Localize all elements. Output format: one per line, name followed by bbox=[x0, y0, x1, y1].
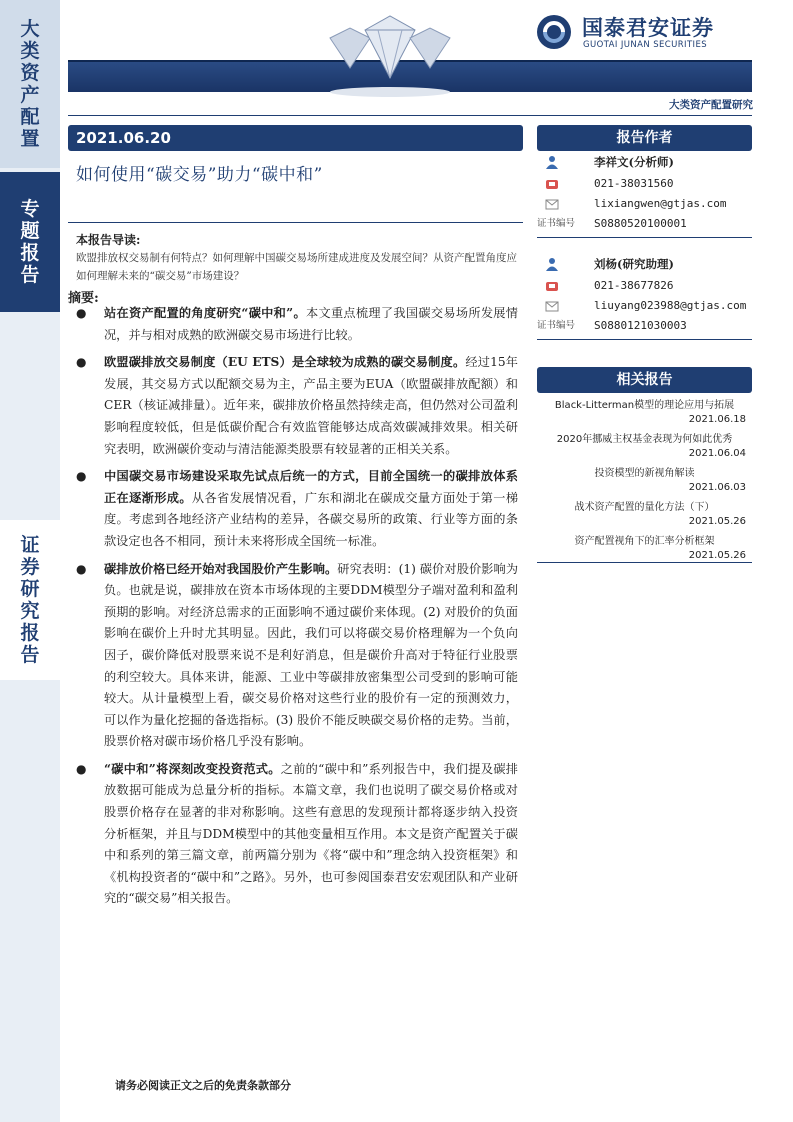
summary-list bbox=[76, 303, 518, 916]
summary-item bbox=[76, 303, 518, 346]
related-date: 2021.06.18 bbox=[688, 414, 746, 425]
company-logo bbox=[536, 12, 756, 52]
bullet-icon: ● bbox=[76, 306, 87, 320]
summary-item-lead: 碳排放价格已经开始对我国股价产生影响。 bbox=[104, 561, 338, 576]
author-email[interactable]: liuyang023988@gtjas.com bbox=[594, 299, 747, 312]
sidebar-char: 报 bbox=[20, 242, 40, 264]
sidebar-char: 产 bbox=[20, 84, 40, 106]
summary-item bbox=[76, 352, 518, 460]
guide-text: 欧盟排放权交易制有何特点？如何理解中国碳交易场所建成进度及发展空间？从资产配置角度应如何理解未来的“碳交易”市场建设？ bbox=[76, 252, 517, 282]
disclaimer-note: 请务必阅读正文之后的免责条款部分 bbox=[115, 1079, 291, 1092]
email-icon bbox=[545, 197, 559, 211]
author-name: 刘杨(研究助理) bbox=[594, 257, 674, 271]
author-divider bbox=[537, 237, 752, 238]
sidebar-char: 究 bbox=[20, 600, 40, 622]
summary-item-lead: “碳中和”将深刻改变投资范式。 bbox=[104, 761, 281, 776]
related-divider bbox=[537, 562, 752, 563]
related-title[interactable]: 战术资产配置的量化方法（下） bbox=[574, 502, 715, 513]
related-title[interactable]: Black-Litterman模型的理论应用与拓展 bbox=[554, 400, 735, 411]
logo-mark-icon bbox=[536, 14, 572, 50]
related-date: 2021.05.26 bbox=[688, 516, 746, 527]
related-title[interactable]: 2020年挪威主权基金表现为何如此优秀 bbox=[556, 434, 733, 445]
sidebar-category-label bbox=[0, 0, 60, 168]
sidebar-char: 类 bbox=[20, 40, 40, 62]
sidebar-char: 专 bbox=[20, 198, 40, 220]
guide-heading: 本报告导读: bbox=[76, 233, 141, 247]
person-icon bbox=[545, 257, 559, 271]
sidebar-char: 研 bbox=[20, 578, 40, 600]
report-series-tagline: 大类资产配置研究 bbox=[669, 99, 753, 111]
summary-item-text: 从各省发展情况看，广东和湖北在碳成交量方面处于第一梯度。考虑到各地经济产业结构的差异，各碳交易所的政策、行业等方面的条款设定也各不相同，预计未来将形成全国统一标准。 bbox=[104, 490, 519, 548]
summary-item-lead: 站在资产配置的角度研究“碳中和”。 bbox=[104, 306, 306, 320]
author-cert: S0880520100001 bbox=[594, 217, 687, 230]
report-title: 如何使用“碳交易”助力“碳中和” bbox=[76, 165, 323, 185]
summary-item-lead: 欧盟碳排放交易制度（EU ETS）是全球较为成熟的碳交易制度。 bbox=[104, 355, 466, 370]
authors-heading: 报告作者 bbox=[537, 125, 752, 151]
sidebar-char: 题 bbox=[20, 220, 40, 242]
author-divider bbox=[537, 339, 752, 340]
diamond-icon bbox=[290, 8, 490, 100]
author-phone: 021-38031560 bbox=[594, 177, 674, 190]
related-heading: 相关报告 bbox=[537, 367, 752, 393]
header-divider bbox=[68, 115, 752, 116]
summary-item-text: 经过15年发展，其交易方式以配额交易为主，产品主要为EUA（欧盟碳排放配额）和CER（核证减排量）。近年来，碳排放价格虽然持续走高，但仍然对公司盈利影响程度较低，但是低碳价配合有效监管能够达成高效碳减排效果。相关研究表明，欧洲碳价变动与清洁能源类股票有较显著的正相关关系。 bbox=[104, 355, 518, 456]
summary-item bbox=[76, 759, 518, 910]
sidebar-report-type bbox=[0, 172, 60, 312]
summary-item bbox=[76, 559, 518, 753]
related-date: 2021.05.26 bbox=[688, 550, 746, 561]
person-icon bbox=[545, 155, 559, 169]
author-name: 李祥文(分析师) bbox=[594, 155, 674, 169]
summary-heading: 摘要: bbox=[68, 291, 99, 306]
bullet-icon: ● bbox=[76, 355, 87, 370]
sidebar-char: 告 bbox=[20, 644, 40, 666]
related-date: 2021.06.03 bbox=[688, 482, 746, 493]
summary-item-text: 之前的“碳中和”系列报告中，我们提及碳排放数据可能成为总量分析的指标。本篇文章，我们也说明了碳交易价格或对股票价格存在显著的非对称影响。这些有意思的发现预计都将逐步纳入投资分析框架，并且与DDM模型中的其他变量相互作用。本文是资产配置关于碳中和系列的第三篇文章，前两篇分别为《将“碳中和”理念纳入投资框架》和《机构投资者的“碳中和”之路》。另外，也可参阅国泰君安宏观团队和产业研究的“碳交易”相关报告。 bbox=[104, 761, 518, 906]
summary-item-text: 本文重点梳理了我国碳交易场所发展情况，并与相对成熟的欧洲碳交易市场进行比较。 bbox=[104, 306, 518, 342]
sidebar-char: 置 bbox=[20, 128, 40, 150]
logo-name-en: GUOTAI JUNAN SECURITIES bbox=[583, 40, 708, 50]
author-email[interactable]: lixiangwen@gtjas.com bbox=[594, 197, 727, 210]
sidebar-char: 资 bbox=[20, 62, 40, 84]
sidebar-char: 证 bbox=[20, 534, 40, 556]
email-icon bbox=[545, 299, 559, 313]
authors-panel bbox=[537, 125, 752, 151]
sidebar-char: 大 bbox=[20, 18, 40, 40]
summary-item-text: 研究表明：(1) 碳价对股价影响为负。也就是说，碳排放在资本市场体现的主要DDM模型分子端对盈利和盈利预期的影响。对经济总需求的正面影响不通过碳价来体现。(2) 对股价的负面影响在碳价上升时尤其明显。因此，我们可以将碳交易价格理解为一个负向因子，碳价降低对股票来说不是利好消息，但是碳价升高对于特征行业股票的利空较大。具体来讲，能源、工业中等碳排放密集型公司受到的影响可能较大。从计量模型上看，碳交易价格对这些行业的股价有一定的预测效力，可以作为量化挖掘的备选指标。(3) 股价不能反映碳交易价格的走势。当前，股票价格对碳市场价格几乎没有影响。 bbox=[104, 561, 519, 749]
phone-icon bbox=[545, 177, 559, 191]
sidebar-char: 配 bbox=[20, 106, 40, 128]
title-divider bbox=[68, 222, 523, 223]
sidebar-char: 报 bbox=[20, 622, 40, 644]
related-title[interactable]: 资产配置视角下的汇率分析框架 bbox=[574, 536, 715, 547]
summary-item-lead: 中国碳交易市场建设采取先试点后统一的方式，目前全国统一的碳排放体系正在逐渐形成。 bbox=[104, 469, 518, 505]
bullet-icon: ● bbox=[76, 469, 87, 484]
logo-name-cn: 国泰君安证券 bbox=[582, 16, 714, 40]
sidebar-char: 券 bbox=[20, 556, 40, 578]
related-date: 2021.06.04 bbox=[688, 448, 746, 459]
report-date: 2021.06.20 bbox=[68, 125, 523, 151]
sidebar-char: 告 bbox=[20, 264, 40, 286]
cert-label: 证书编号 bbox=[537, 320, 576, 331]
author-phone: 021-38677826 bbox=[594, 279, 674, 292]
phone-icon bbox=[545, 279, 559, 293]
bullet-icon: ● bbox=[76, 561, 87, 576]
sidebar-securities-report bbox=[0, 520, 60, 680]
cert-label: 证书编号 bbox=[537, 218, 576, 229]
related-panel bbox=[537, 367, 752, 393]
bullet-icon: ● bbox=[76, 761, 87, 776]
author-cert: S0880121030003 bbox=[594, 319, 687, 332]
summary-item bbox=[76, 466, 518, 552]
related-title[interactable]: 投资模型的新视角解读 bbox=[594, 468, 695, 479]
